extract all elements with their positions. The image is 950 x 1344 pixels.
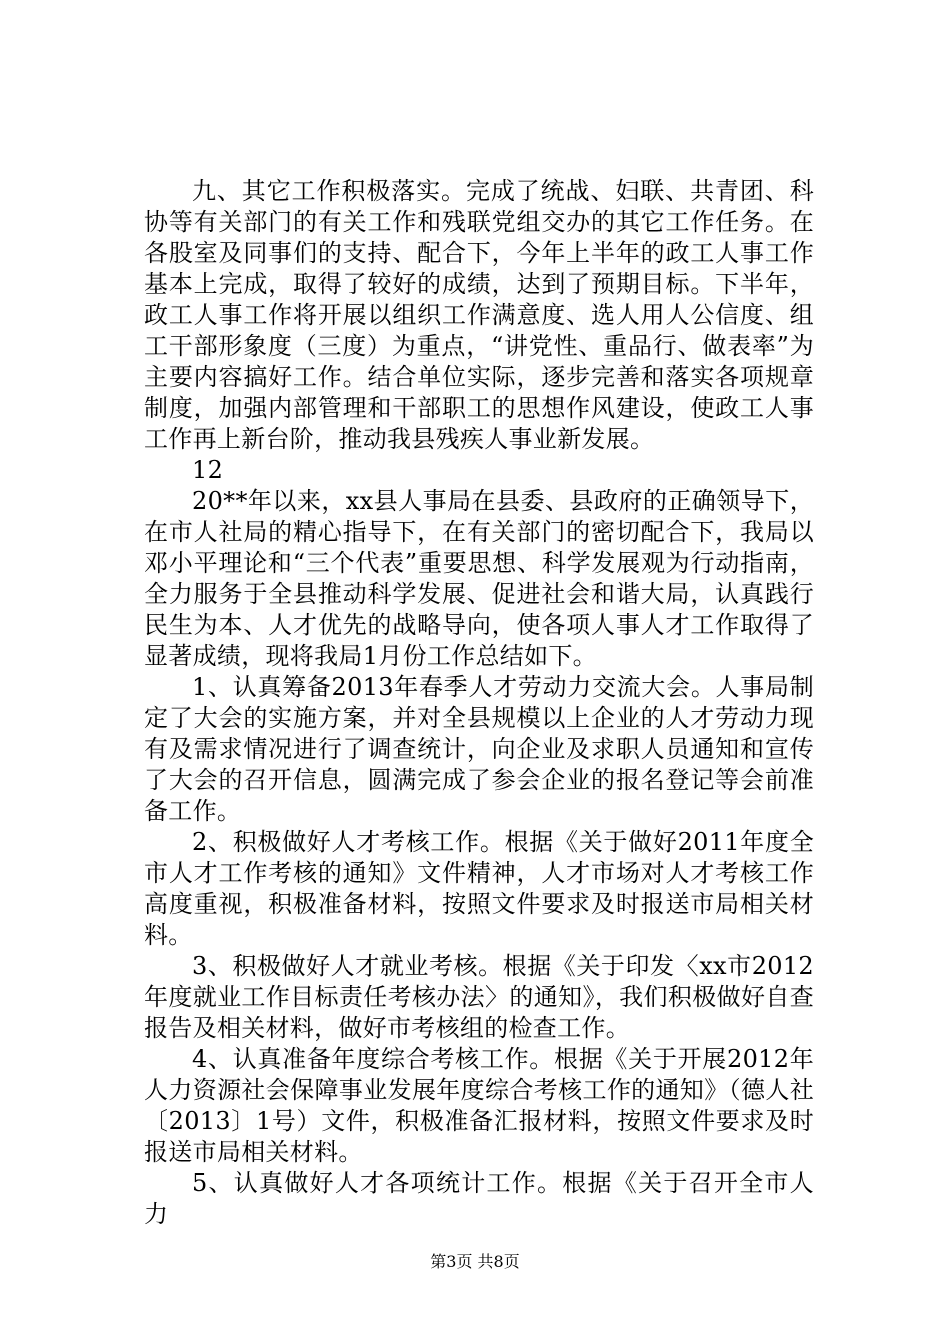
paragraph-intro: 20**年以来，xx县人事局在县委、县政府的正确领导下，在市人社局的精心指导下，在有关部门的密切配合下，我局以邓小平理论和“三个代表”重要思想、科学发展观为行动指南，全力服务于全县推动科学发展、促进社会和谐大局，认真践行民生为本、人才优先的战略导向，使各项人事人才工作取得了显著成绩，现将我局1月份工作总结如下。 [144, 487, 814, 670]
paragraph-item-1: 1、认真筹备2013年春季人才劳动力交流大会。人事局制定了大会的实施方案，并对全县规模以上企业的人才劳动力现有及需求情况进行了调查统计，向企业及求职人员通知和宣传了大会的召开信息，圆满完成了参会企业的报名登记等会前准备工作。 [144, 673, 814, 825]
page-number-footer: 第3页 共8页 [430, 1252, 520, 1271]
document-body [144, 176, 814, 1230]
paragraph-item-3: 3、积极做好人才就业考核。根据《关于印发〈xx市2012年度就业工作目标责任考核办法〉的通知》，我们积极做好自查报告及相关材料，做好市考核组的检查工作。 [144, 952, 814, 1042]
paragraph-number: 12 [192, 456, 224, 484]
paragraph-item-4: 4、认真准备年度综合考核工作。根据《关于开展2012年人力资源社会保障事业发展年度综合考核工作的通知》（德人社〔2013〕1号）文件，积极准备汇报材料，按照文件要求及时报送市局相关材料。 [144, 1045, 814, 1166]
paragraph-item-5: 5、认真做好人才各项统计工作。根据《关于召开全市人力 [144, 1169, 814, 1228]
paragraph-item-2: 2、积极做好人才考核工作。根据《关于做好2011年度全市人才工作考核的通知》文件精神，人才市场对人才考核工作高度重视，积极准备材料，按照文件要求及时报送市局相关材料。 [144, 828, 814, 949]
paragraph-other-work: 九、其它工作积极落实。完成了统战、妇联、共青团、科协等有关部门的有关工作和残联党组交办的其它工作任务。在各股室及同事们的支持、配合下，今年上半年的政工人事工作基本上完成，取得了较好的成绩，达到了预期目标。下半年，政工人事工作将开展以组织工作满意度、选人用人公信度、组工干部形象度（三度）为重点，“讲党性、重品行、做表率”为主要内容搞好工作。结合单位实际，逐步完善和落实各项规章制度，加强内部管理和干部职工的思想作风建设，使政工人事工作再上新台阶，推动我县残疾人事业新发展。 [144, 177, 814, 453]
